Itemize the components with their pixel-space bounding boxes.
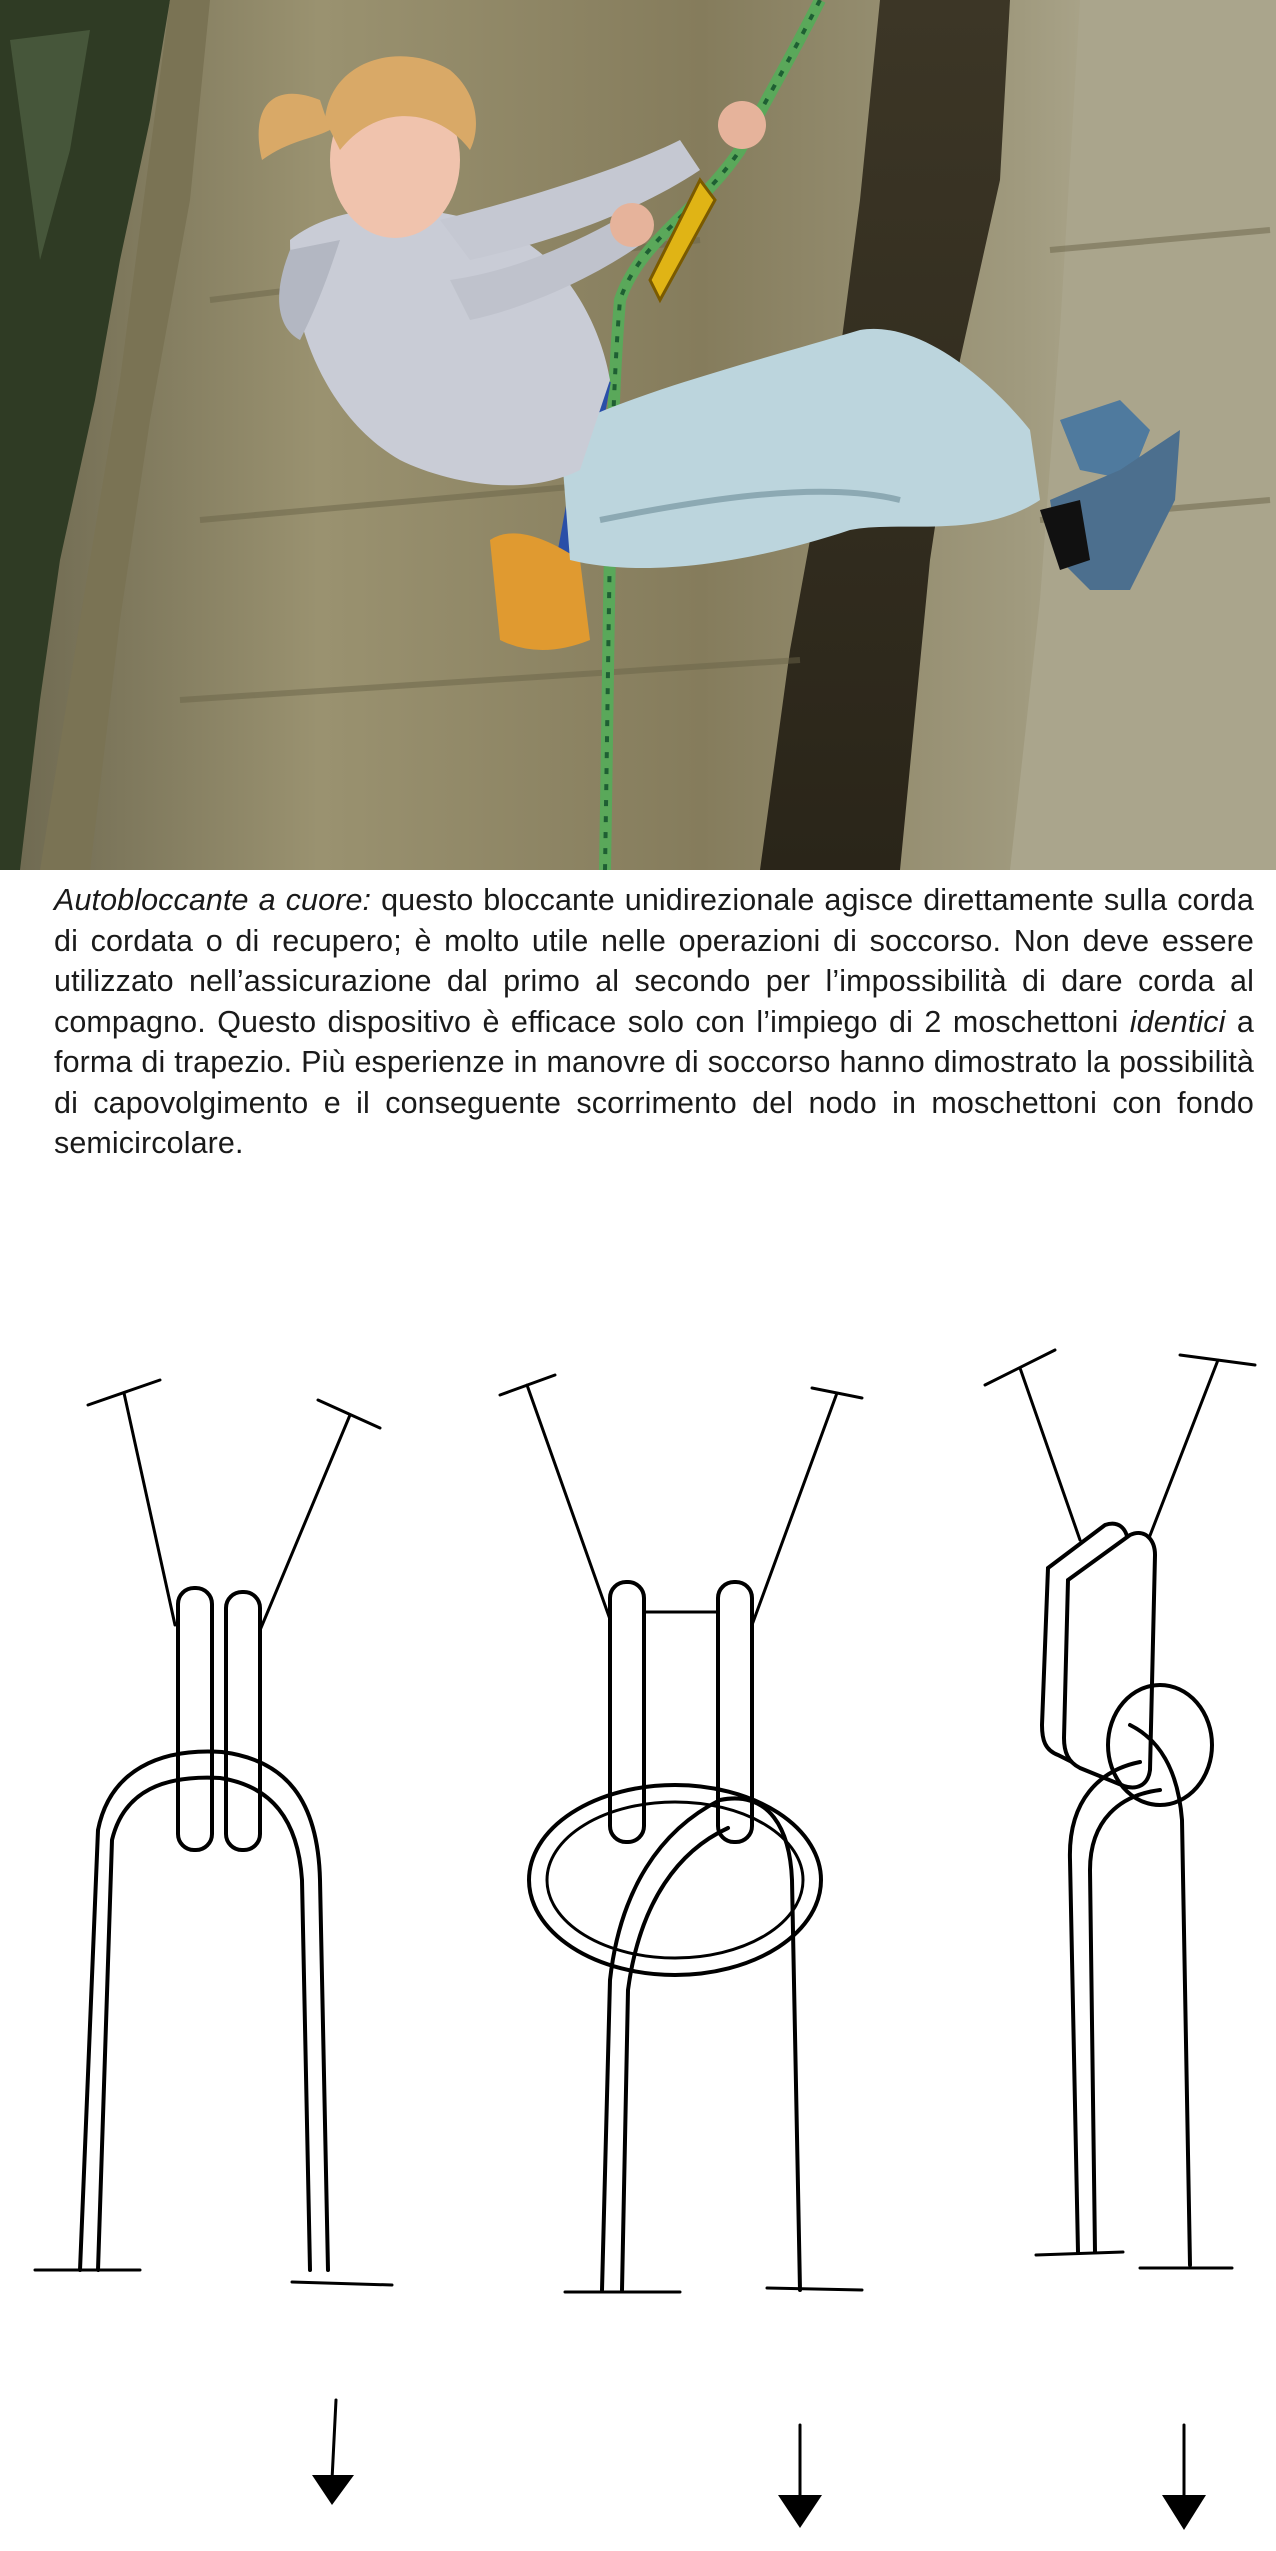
stage-1-carabiner-right [226,1592,260,1850]
stage-2-rope-strand-left [602,1798,800,2290]
stage-2-carabiner-right [718,1582,752,1842]
stage-2-anchor-left [500,1375,612,1625]
stage-2-anchor-right [752,1388,862,1625]
stage-3-rope-strand-left [1070,1762,1140,2252]
caption-emphasis: identici [1129,1004,1226,1039]
climber-photo [0,0,1276,870]
heart-knot-diagram [0,1290,1276,2551]
stage-3-arrow-head [1162,2495,1206,2530]
stage-1-anchor-right [258,1400,380,1635]
stage-2-carabiner-left [610,1582,644,1842]
stage-2-rope-strand-inner [622,1828,728,2290]
stage-3-rope-strand-inner [1090,1790,1160,2252]
stage-1-carabiner-left [178,1588,212,1850]
caption-paragraph [54,880,1254,1164]
stage-3-base-line-left [1036,2252,1123,2255]
stage-2-rope-ring-inner [547,1802,803,1958]
caption-text-1: questo bloccante unidirezionale agisce direttamente sulla corda di cordata o di recupero; è molto utile nelle operazioni di soccorso. Non deve essere utilizzato nell’assicurazione dal primo al secondo per l’impossibilità di dare corda al compagno. Questo dispositivo è efficace solo con l’impiego di 2 moschettoni [54,883,1254,1039]
stage-2-arrow-head [778,2495,822,2528]
stage-1-arrow-shaft [332,2400,336,2480]
hand-upper [718,101,766,149]
caption-lead: Autobloccante a cuore: [54,883,372,917]
stage-3-figure [985,1350,1255,2530]
stage-1-arrow-head [312,2475,354,2505]
stage-1-rope-inner [98,1778,310,2270]
stage-1-figure [35,1380,392,2505]
stage-2-rope-ring [529,1785,821,1975]
stage-1-anchor-left [88,1380,175,1625]
stage-2-base-line-right [767,2288,862,2290]
caption-text-2: a forma di trapezio. Più esperienze in manovre di soccorso hanno dimostrato la possibilità di capovolgimento e il conseguente scorrimento del nodo in moschettoni con fondo semicircolare. [54,1004,1254,1160]
stage-1-base-line-right [292,2282,392,2285]
stage-3-anchor-left [985,1350,1080,1540]
hand-lower [610,203,654,247]
stage-2-figure [500,1375,862,2528]
